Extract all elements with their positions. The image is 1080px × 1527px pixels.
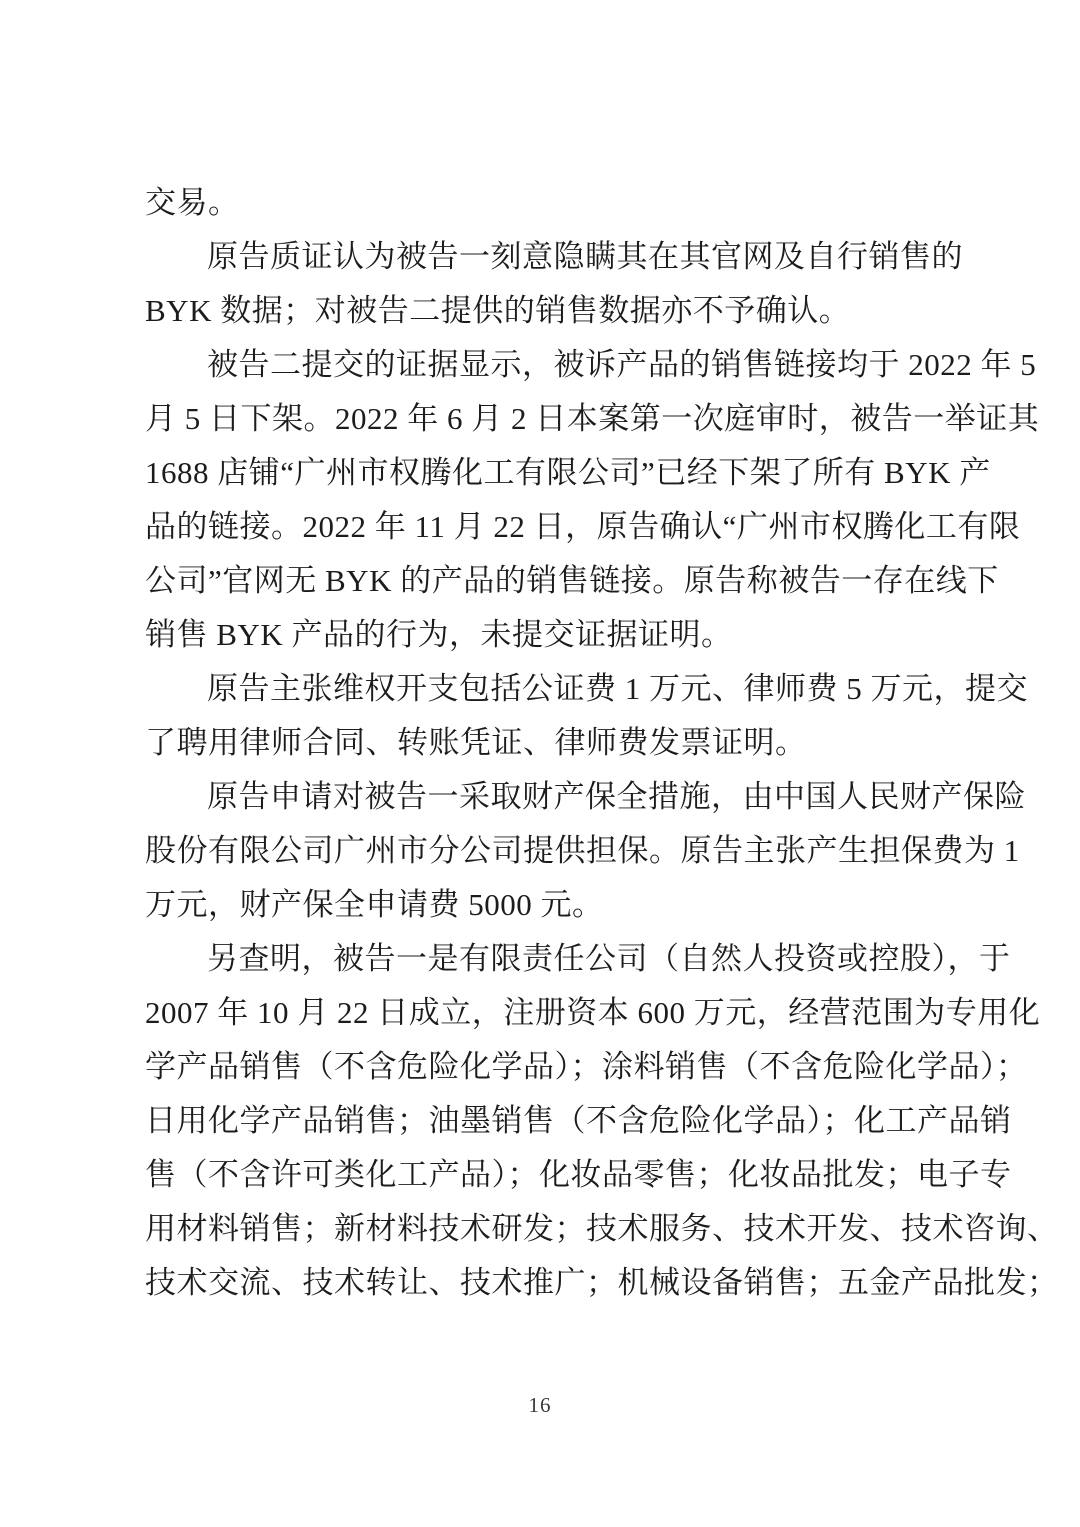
text-line: 万元，财产保全申请费 5000 元。	[145, 887, 604, 922]
text-line: 另查明，被告一是有限责任公司（自然人投资或控股），于	[207, 941, 1011, 976]
text-line: 用材料销售；新材料技术研发；技术服务、技术开发、技术咨询、	[145, 1211, 1059, 1246]
text-line: 品的链接。2022 年 11 月 22 日，原告确认“广州市权腾化工有限	[145, 509, 1021, 544]
text-line: 了聘用律师合同、转账凭证、律师费发票证明。	[145, 725, 807, 760]
text-line: 交易。	[145, 185, 240, 220]
text-line: 被告二提交的证据显示，被诉产品的销售链接均于 2022 年 5	[207, 347, 1037, 382]
text-line: 原告主张维权开支包括公证费 1 万元、律师费 5 万元，提交	[207, 671, 1028, 706]
text-line: 技术交流、技术转让、技术推广；机械设备销售；五金产品批发；	[145, 1265, 1059, 1300]
text-line: 销售 BYK 产品的行为，未提交证据证明。	[145, 617, 733, 652]
text-line: 售（不含许可类化工产品）；化妆品零售；化妆品批发；电子专	[145, 1157, 1012, 1192]
page-number: 16	[528, 1393, 552, 1417]
text-line: 原告质证认为被告一刻意隐瞒其在其官网及自行销售的	[207, 239, 963, 274]
text-line: 1688 店铺“广州市权腾化工有限公司”已经下架了所有 BYK 产	[145, 455, 991, 490]
text-line: 月 5 日下架。2022 年 6 月 2 日本案第一次庭审时，被告一举证其	[145, 401, 1040, 436]
text-line: 日用化学产品销售；油墨销售（不含危险化学品）；化工产品销	[145, 1103, 1012, 1138]
text-line: 股份有限公司广州市分公司提供担保。原告主张产生担保费为 1	[145, 833, 1020, 868]
text-line: 原告申请对被告一采取财产保全措施，由中国人民财产保险	[207, 779, 1026, 814]
text-line: BYK 数据；对被告二提供的销售数据亦不予确认。	[145, 293, 851, 328]
text-line: 学产品销售（不含危险化学品）；涂料销售（不含危险化学品）；	[145, 1049, 1028, 1084]
body-text	[145, 176, 1059, 1310]
text-line: 公司”官网无 BYK 的产品的销售链接。原告称被告一存在线下	[145, 563, 999, 598]
text-line: 2007 年 10 月 22 日成立，注册资本 600 万元，经营范围为专用化	[145, 995, 1041, 1030]
